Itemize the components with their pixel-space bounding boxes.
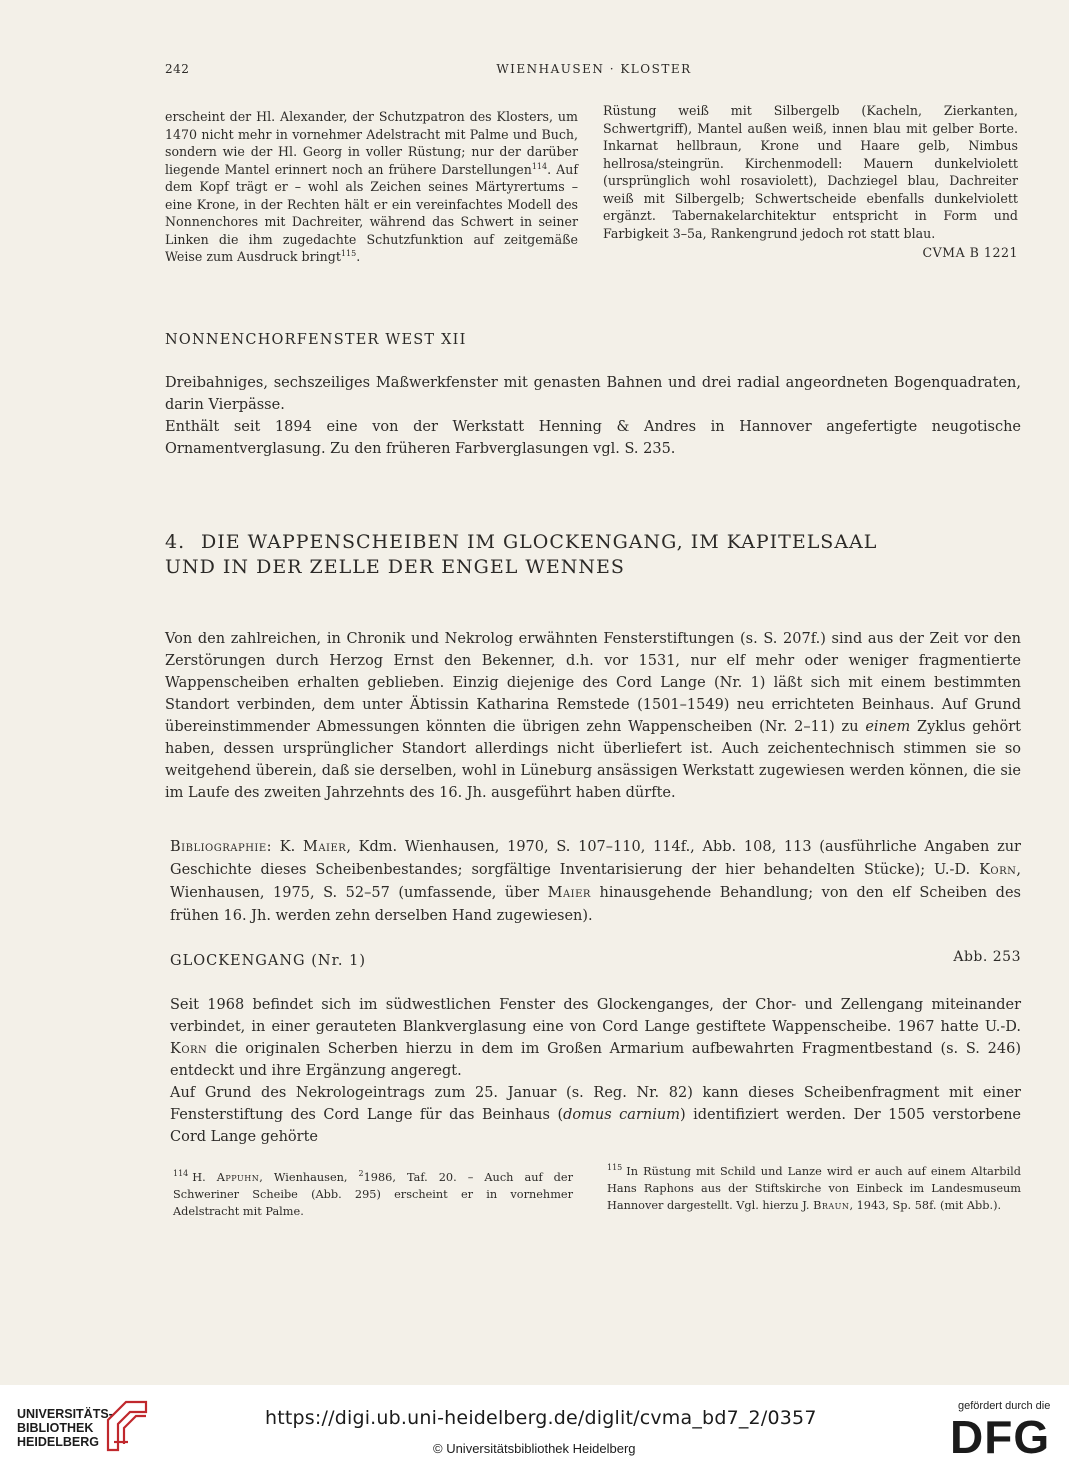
- footnote-114: $^{114}$ H. Appuhn, Wienhausen, $^2$1986, Taf. 20. – Auch auf der Schweriner Scheibe (Abb. 295) erscheint er in vornehmer Adelstracht mit Palme.: [173, 1169, 573, 1218]
- running-title: WIENHAUSEN · KLOSTER: [496, 62, 692, 76]
- footnote-ref-114[interactable]: 114: [531, 161, 548, 171]
- chapter-intro-para: Von den zahlreichen, in Chronik und Nekrolog erwähnten Fensterstiftungen (s. S. 207f.) sind aus der Zeit vor den Zerstörungen durch Herzog Ernst den Bekenner, d.h. vor 1531, nur elf mehr oder weniger fragmentierte Wappenscheiben erhalten geblieben. Einzig diejenige des Cord Lange (Nr. 1) läßt sich mit einem bestimmten Standort verbinden, dem unter Äbtissin Katharina Remstede (1501–1549) neu errichteten Beinhaus. Auf Grund übereinstimmender Abmessungen könnten die übrigen zehn Wappenscheiben (Nr. 2–11) zu einem Zyklus gehört haben, dessen ursprünglicher Standort allerdings nicht überliefert ist. Auch zeichentechnisch stimmen sie so weitgehend überein, daß sie derselben, wohl in Lüneburg ansässigen Werkstatt zugewiesen werden können, die sie im Laufe des zweiten Jahrzehnts des 16. Jh. ausgeführt haben dürfte.: [165, 631, 1021, 801]
- figure-reference[interactable]: Abb. 253: [953, 949, 1021, 965]
- glockengang-text: [170, 994, 1021, 1148]
- right-column-text: Rüstung weiß mit Silbergelb (Kacheln, Zierkanten, Schwertgriff), Mantel außen weiß, innen blau mit gelber Borte. Inkarnat hellbraun, Krone und Haare gelb, Nimbus hellrosa/steingrün. Kirchenmodell: Mauern dunkelviolett (ursprünglich wohl rosaviolett), Dachziegel blau, Dachreiter weiß mit Silbergelb; Schwertscheide ebenfalls dunkelviolett ergänzt. Tabernakelarchitektur entspricht in Form und Farbigkeit 3–5a, Rankengrund jedoch rot statt blau.: [603, 103, 1018, 241]
- cvma-reference: CVMA B 1221: [922, 245, 1018, 260]
- section-heading-glockengang: GLOCKENGANG (Nr. 1): [170, 953, 367, 969]
- permalink-url[interactable]: https://digi.ub.uni-heidelberg.de/diglit/cvma_bd7_2/0357: [265, 1407, 817, 1429]
- bibliography-label: Bibliographie:: [170, 839, 273, 855]
- glockengang-para-1: Seit 1968 befindet sich im südwestlichen Fenster des Glockenganges, der Chor- und Zellengang miteinander verbindet, in einer gerauteten Blankverglasung eine von Cord Lange gestiftete Wappenscheibe. 1967 hatte U.-D. Korn die originalen Scherben hierzu in dem im Großen Armarium aufbewahrten Fragmentbestand (s. S. 246) entdeckt und ihre Ergänzung angeregt.: [170, 997, 1021, 1079]
- nonnenchor-description: [165, 372, 1021, 460]
- left-column: [165, 108, 578, 266]
- section-heading-nonnenchor: NONNENCHORFENSTER WEST XII: [165, 332, 467, 348]
- library-name[interactable]: UNIVERSITÄTS- BIBLIOTHEK HEIDELBERG: [17, 1407, 113, 1449]
- footnote-115-mark: 115: [607, 1163, 623, 1173]
- chapter-intro: [165, 628, 1021, 804]
- footnote-115: $^{115}$ In Rüstung mit Schild und Lanze wird er auch auf einem Altarbild Hans Raphons aus der Stiftskirche von Einbeck im Landesmuseum Hannover dargestellt. Vgl. hierzu J. Braun, 1943, Sp. 58f. (mit Abb.).: [607, 1163, 1021, 1212]
- copyright-notice: © Universitätsbibliothek Heidelberg: [433, 1441, 636, 1456]
- chapter-title-line-1: DIE WAPPENSCHEIBEN IM GLOCKENGANG, IM KAPITELSAAL: [201, 531, 878, 553]
- dfg-logo[interactable]: DFG: [950, 1411, 1051, 1463]
- page-number: 242: [165, 62, 190, 76]
- right-column: [603, 102, 1018, 262]
- glockengang-para-2: Auf Grund des Nekrologeintrags zum 25. Januar (s. Reg. Nr. 82) kann dieses Scheibenfragment mit einer Fensterstiftung des Cord Lange für das Beinhaus (domus carnium) identifiziert werden. Der 1505 verstorbene Cord Lange gehörte: [170, 1085, 1021, 1145]
- chapter-heading: [165, 530, 1021, 580]
- nonnenchor-para-1: Dreibahniges, sechszeiliges Maßwerkfenster mit genasten Bahnen und drei radial angeordneten Bogenquadraten, darin Vierpässe.: [165, 375, 1021, 413]
- footnote-ref-115[interactable]: 115: [340, 248, 357, 258]
- funding-note: gefördert durch die: [958, 1400, 1051, 1412]
- left-column-text: erscheint der Hl. Alexander, der Schutzpatron des Klosters, um 1470 nicht mehr in vornehmer Adelstracht mit Palme und Buch, sondern wie der Hl. Georg in voller Rüstung; nur der darüber liegende Mantel erinnert noch an frühere Darstellungen$^{114}$. Auf dem Kopf trägt er – wohl als Zeichen seines Märtyrertums – eine Krone, in der Rechten hält er ein vereinfachtes Modell des Nonnenchores mit Dachreiter, während das Schwert in seiner Linken die ihm zugedachte Schutzfunktion auf zeitgemäße Weise zum Ausdruck bringt$^{115}$.: [165, 109, 579, 264]
- chapter-title-line-2: UND IN DER ZELLE DER ENGEL WENNES: [165, 556, 625, 578]
- footnote-114-mark: 114: [173, 1169, 189, 1179]
- bibliography: Bibliographie: K. Maier, Kdm. Wienhausen, 1970, S. 107–110, 114f., Abb. 108, 113 (ausführliche Angaben zur Geschichte dieses Scheibenbestandes; sorgfältige Inventarisierung der hier behandelten Stücke); U.-D. Korn, Wienhausen, 1975, S. 52–57 (umfassende, über Maier hinausgehende Behandlung; von den elf Scheiben des frühen 16. Jh. werden zehn derselben Hand zugewiesen).: [170, 839, 1021, 924]
- chapter-number: 4.: [165, 531, 186, 553]
- nonnenchor-para-2: Enthält seit 1894 eine von der Werkstatt Henning & Andres in Hannover angefertigte neugotische Ornamentverglasung. Zu den früheren Farbverglasungen vgl. S. 235.: [165, 419, 1021, 457]
- library-logo-icon: [104, 1398, 150, 1452]
